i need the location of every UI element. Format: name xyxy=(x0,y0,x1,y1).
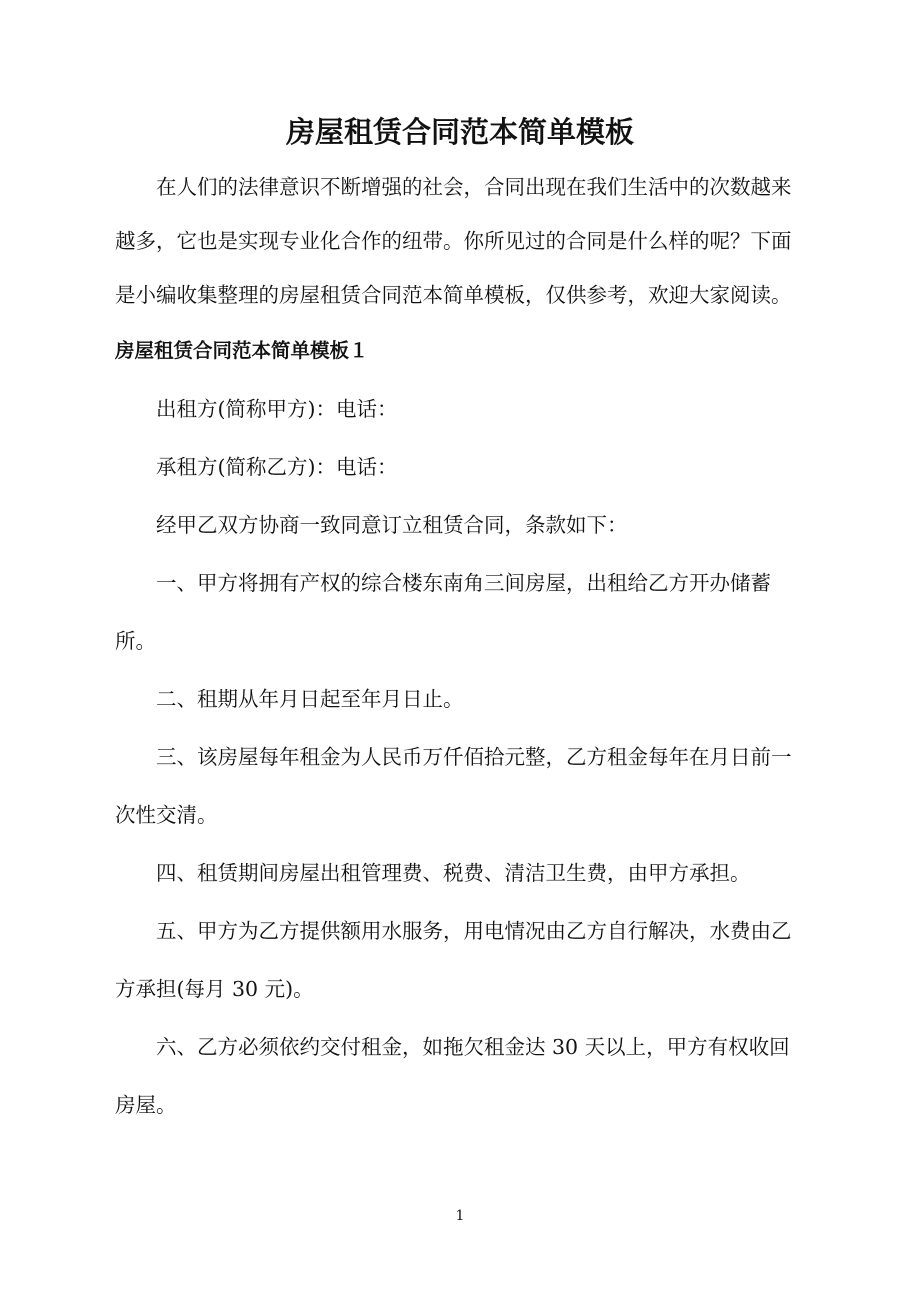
paragraph-lessee: 承租方(简称乙方)：电话： xyxy=(156,455,398,479)
clause-6: 六、乙方必须依约交付租金，如拖欠租金达 30 天以上，甲方有权收回房屋。 xyxy=(115,1035,790,1117)
document-body xyxy=(115,160,805,1134)
paragraph-agreement: 经甲乙双方协商一致同意订立租赁合同，条款如下： xyxy=(156,513,628,537)
intro-paragraph: 在人们的法律意识不断增强的社会，合同出现在我们生活中的次数越来越多，它也是实现专业化合作的纽带。你所见过的合同是什么样的呢？下面是小编收集整理的房屋租赁合同范本简单模板，仅供参考，欢迎大家阅读。 xyxy=(115,175,792,307)
paragraph-lessor: 出租方(简称甲方)：电话： xyxy=(156,397,398,421)
section-heading: 房屋租赁合同范本简单模板１ xyxy=(115,339,369,362)
document-title: 房屋租赁合同范本简单模板 xyxy=(285,115,634,149)
clause-4: 四、租赁期间房屋出租管理费、税费、清洁卫生费，由甲方承担。 xyxy=(156,861,751,885)
page-number: 1 xyxy=(455,1208,465,1224)
clause-5: 五、甲方为乙方提供额用水服务，用电情况由乙方自行解决，水费由乙方承担(每月 30 元)。 xyxy=(115,919,792,1001)
clause-2: 二、租期从年月日起至年月日止。 xyxy=(156,687,464,711)
clause-3: 三、该房屋每年租金为人民币万仟佰拾元整，乙方租金每年在月日前一次性交清。 xyxy=(115,745,792,827)
clause-1: 一、甲方将拥有产权的综合楼东南角三间房屋，出租给乙方开办储蓄所。 xyxy=(115,571,771,653)
